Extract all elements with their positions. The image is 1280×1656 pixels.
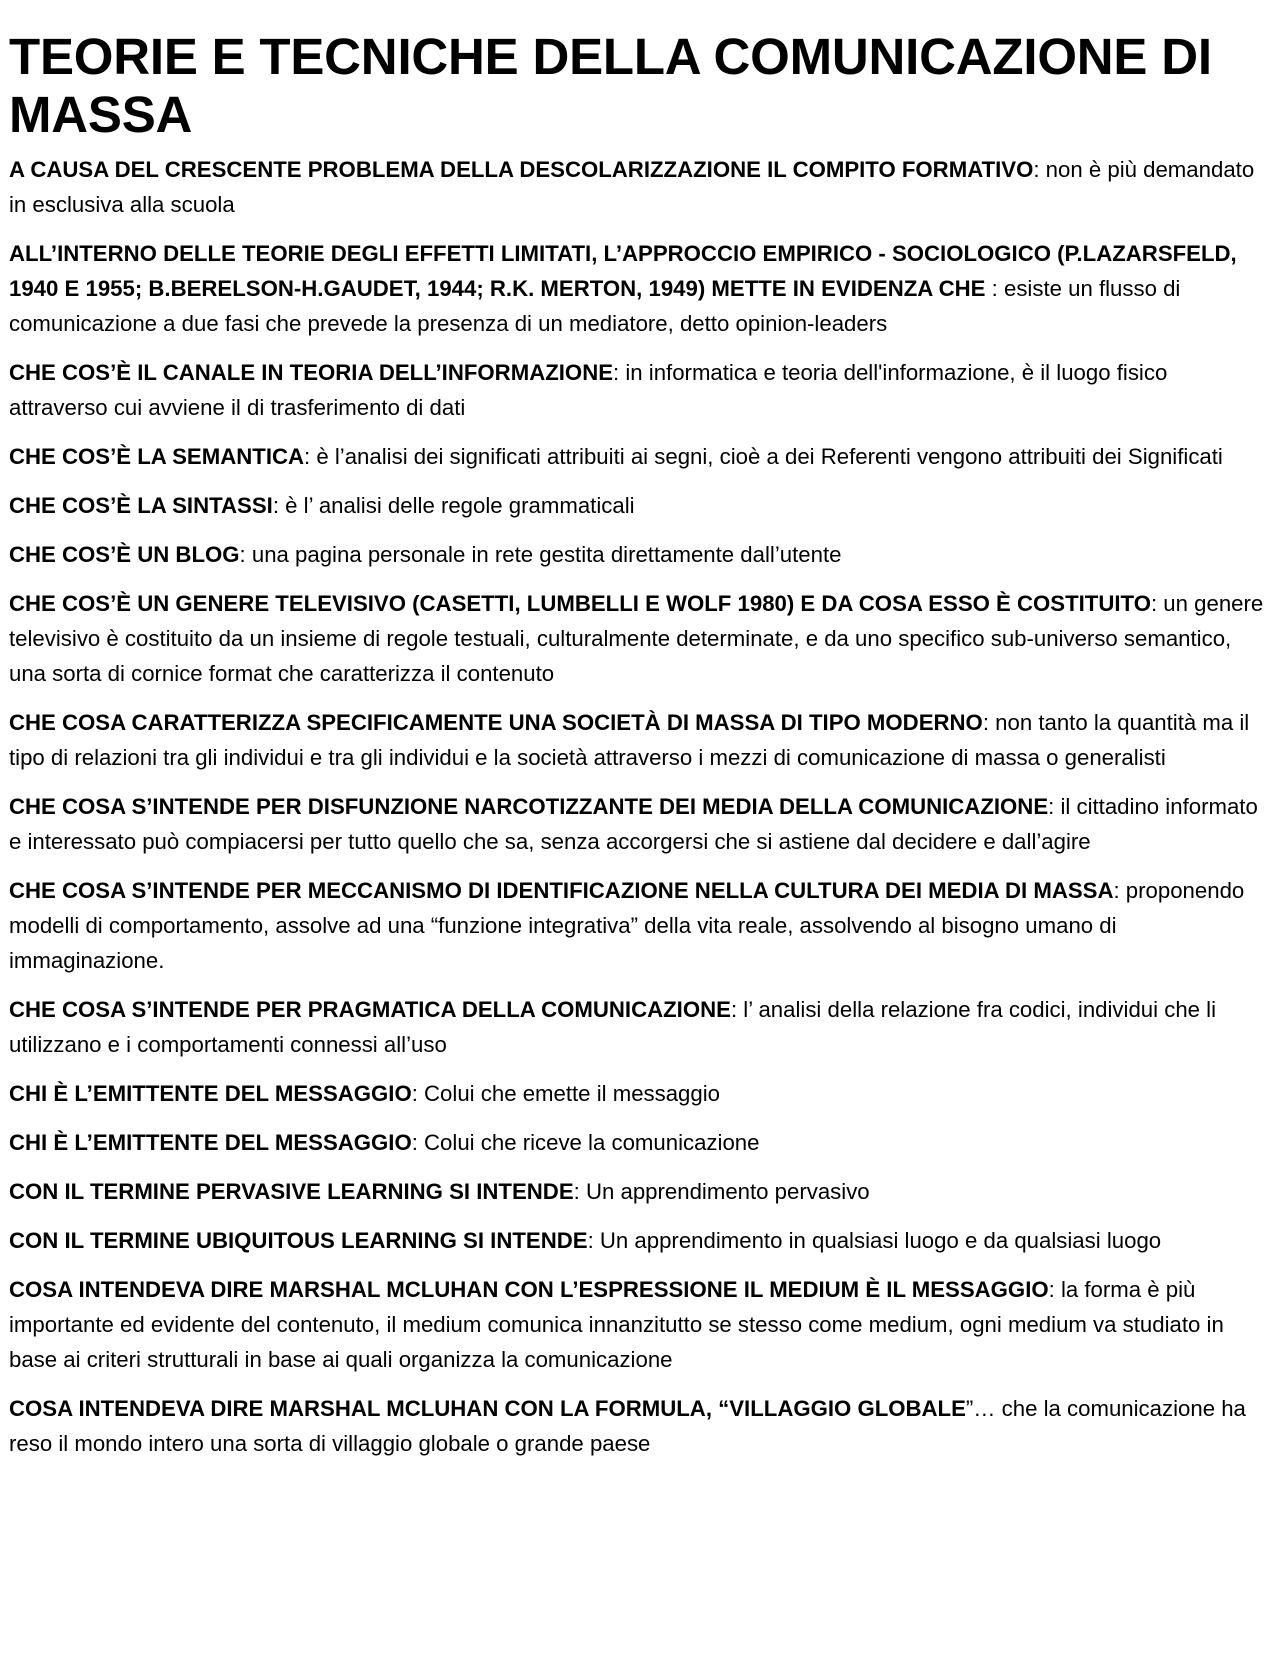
qa-item: [9, 705, 1271, 775]
qa-question: CHE COSA S’INTENDE PER PRAGMATICA DELLA COMUNICAZIONE: [9, 997, 731, 1022]
qa-item: [9, 1223, 1271, 1258]
qa-item: [9, 355, 1271, 425]
qa-item: [9, 586, 1271, 691]
qa-item: [9, 439, 1271, 474]
qa-answer: : non tanto la quantità ma il tipo di relazioni tra gli individui e tra gli individui e la società attraverso i mezzi di comunicazione di massa o generalisti: [9, 710, 1250, 770]
qa-question: COSA INTENDEVA DIRE MARSHAL MCLUHAN CON LA FORMULA, “VILLAGGIO GLOBALE: [9, 1396, 966, 1421]
qa-question: CHE COS’È UN GENERE TELEVISIVO (CASETTI, LUMBELLI E WOLF 1980) E DA COSA ESSO È COSTITUITO: [9, 591, 1151, 616]
qa-question: CON IL TERMINE UBIQUITOUS LEARNING SI INTENDE: [9, 1228, 588, 1253]
qa-answer: : esiste un flusso di comunicazione a due fasi che prevede la presenza di un mediatore, detto opinion-leaders: [9, 276, 1181, 336]
qa-item: [9, 1174, 1271, 1209]
qa-answer: : l’ analisi della relazione fra codici, individui che li utilizzano e i comportamenti connessi all’uso: [9, 997, 1217, 1057]
qa-item: [9, 1125, 1271, 1160]
qa-question: CHI È L’EMITTENTE DEL MESSAGGIO: [9, 1081, 412, 1106]
qa-item: [9, 1391, 1271, 1461]
qa-question: CHE COS’È IL CANALE IN TEORIA DELL’INFORMAZIONE: [9, 360, 614, 385]
qa-question: CHE COS’È LA SEMANTICA: [9, 444, 305, 469]
qa-item: [9, 1272, 1271, 1377]
qa-answer: : è l’analisi dei significati attribuiti ai segni, cioè a dei Referenti vengono attribuiti dei Significati: [304, 444, 1223, 469]
qa-answer: : un genere televisivo è costituito da un insieme di regole testuali, culturalmente determinate, e da uno specifico sub-universo semantico, una sorta di cornice format che caratterizza il contenuto: [9, 591, 1264, 686]
qa-answer: ”… che la comunicazione ha reso il mondo intero una sorta di villaggio globale o grande paese: [9, 1396, 1246, 1456]
qa-question: CHI È L’EMITTENTE DEL MESSAGGIO: [9, 1130, 412, 1155]
document-title: TEORIE E TECNICHE DELLA COMUNICAZIONE DI MASSA: [9, 28, 1212, 143]
qa-item: [9, 1076, 1271, 1111]
qa-question: CHE COS’È UN BLOG: [9, 542, 240, 567]
qa-item: [9, 873, 1271, 978]
qa-answer: : una pagina personale in rete gestita direttamente dall’utente: [239, 542, 842, 567]
qa-item: [9, 488, 1271, 523]
qa-item: [9, 152, 1271, 222]
qa-question: ALL’INTERNO DELLE TEORIE DEGLI EFFETTI LIMITATI, L’APPROCCIO EMPIRICO - SOCIOLOGICO (P.LAZARSFELD, 1940 E 1955; B.BERELSON-H.GAUDET, 1944; R.K. MERTON, 1949) METTE IN EVIDENZA CHE: [9, 241, 1237, 301]
qa-question: CHE COSA S’INTENDE PER DISFUNZIONE NARCOTIZZANTE DEI MEDIA DELLA COMUNICAZIONE: [9, 794, 1049, 819]
qa-answer: : Colui che riceve la comunicazione: [411, 1130, 760, 1155]
qa-question: COSA INTENDEVA DIRE MARSHAL MCLUHAN CON L’ESPRESSIONE IL MEDIUM È IL MESSAGGIO: [9, 1277, 1049, 1302]
qa-item: [9, 789, 1271, 859]
qa-answer: : il cittadino informato e interessato può compiacersi per tutto quello che sa, senza accorgersi che si astiene dal decidere e dall’agire: [9, 794, 1258, 854]
qa-item: [9, 537, 1271, 572]
qa-answer: : Un apprendimento in qualsiasi luogo e da qualsiasi luogo: [587, 1228, 1162, 1253]
qa-answer: : in informatica e teoria dell'informazione, è il luogo fisico attraverso cui avviene il di trasferimento di dati: [9, 360, 1168, 420]
qa-answer: : non è più demandato in esclusiva alla scuola: [9, 157, 1255, 217]
qa-question: CHE COS’È LA SINTASSI: [9, 493, 273, 518]
qa-answer: : la forma è più importante ed evidente del contenuto, il medium comunica innanzitutto se stesso come medium, ogni medium va studiato in base ai criteri strutturali in base ai quali organizza la comunicazione: [9, 1277, 1224, 1372]
qa-question: CHE COSA S’INTENDE PER MECCANISMO DI IDENTIFICAZIONE NELLA CULTURA DEI MEDIA DI MASSA: [9, 878, 1114, 903]
qa-item: [9, 992, 1271, 1062]
qa-answer: : è l’ analisi delle regole grammaticali: [272, 493, 635, 518]
qa-question: CON IL TERMINE PERVASIVE LEARNING SI INTENDE: [9, 1179, 574, 1204]
qa-answer: : Un apprendimento pervasivo: [573, 1179, 870, 1204]
qa-answer: : Colui che emette il messaggio: [411, 1081, 721, 1106]
qa-answer: : proponendo modelli di comportamento, assolve ad una “funzione integrativa” della vita reale, assolvendo al bisogno umano di immaginazione.: [9, 878, 1245, 973]
qa-item: [9, 236, 1271, 341]
qa-question: CHE COSA CARATTERIZZA SPECIFICAMENTE UNA SOCIETÀ DI MASSA DI TIPO MODERNO: [9, 710, 983, 735]
qa-question: A CAUSA DEL CRESCENTE PROBLEMA DELLA DESCOLARIZZAZIONE IL COMPITO FORMATIVO: [9, 157, 1034, 182]
qa-list: [9, 152, 1271, 1461]
